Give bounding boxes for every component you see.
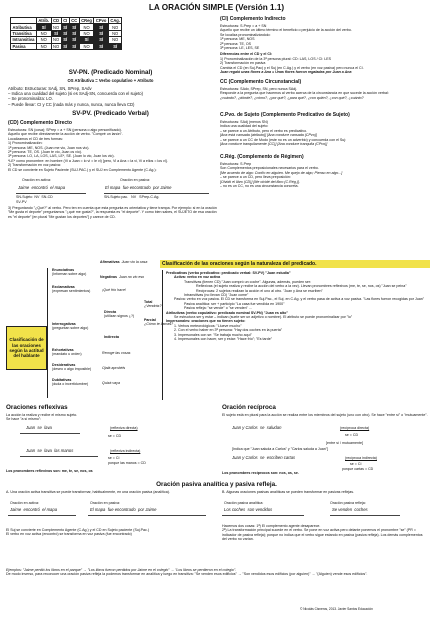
table-cell: NO [53,43,60,49]
ci-heading: (CI) Complemento Indirecto [220,16,286,22]
cd-line: 1ª persona: ME, NOS. (Juan me vio, Juan nos vio). [8,145,90,150]
reflexive-eq: se = CD [108,434,122,438]
attitude-item [52,285,90,294]
table-cell: SÍ [69,37,79,43]
table-header-cell: CC [71,18,78,24]
word: el [42,507,46,512]
option-label: Negativas [100,275,117,279]
svpn-line: – Puede llevar: CI y CC (nada más y nunca, nunca, nunca lleva CD) [8,101,135,107]
attitude-name: Exclamativas [52,285,75,289]
word: coches [231,507,246,512]
word: Jaime [145,507,157,512]
table-cell: NO [108,24,122,30]
table-cell: SÍ [61,43,69,49]
cd-line: Estructuras: SN (cosa); SPrep = a + SN (persona o algo personificado). [8,128,122,132]
reflexive-line: La acción la realiza y recibe el mismo sujeto. [6,413,78,417]
table-header-cell: CD [51,18,61,24]
page-title: LA ORACIÓN SIMPLE (Versión 1.1) [148,3,285,12]
reciprocal-example-2 [232,455,295,460]
cd-tags-right [104,195,159,199]
reciprocal-eq: se = CI [350,462,362,466]
option-label: Total [144,300,153,304]
cd-question-rule: 3) Preguntando "¿Qué?" al verbo. Pero ten en cuenta que esta pregunta es orientativa y tiene trampa. Por ejemplo: si en la oración "Me gusta el deporte" preguntamos "¿qué me gusta?", la respuesta es "el deporte". Y como bien sabes, el SUJETO de esa oración es "el deporte" [en plural "Me gustan los deportes"] y carece de CD. [8,206,217,219]
word: mapa [54,185,66,190]
table-cell: NO [36,43,51,49]
word: venden [338,507,353,512]
attitude-item [52,268,86,277]
nature-line: 4. Impersonales con hacer, ser y estar: "Hace frío"; "Es tarde" [174,337,272,342]
nature-line: Impersonales: oraciones que no tienen sujeto: [166,319,246,324]
cpvo-line: [Ana conduce tranquilamente (CC)] [Ana conduce tranquila (CPvo)] [220,142,328,147]
attitude-example: ¡Qué frío hace! [102,288,126,292]
table-row-label: Atributiva [11,24,37,30]
word: lava [44,425,52,430]
table-cell: SÍ [94,30,108,36]
passive-b-reflexive-example [332,507,368,512]
reciprocal-eq: se = CD [345,433,359,437]
table-header-cell: CPvo [95,18,107,24]
cd-tags-left [16,195,53,199]
tag: SN-Sujeto [16,195,33,199]
attitude-sub: (deseo o algo imposible) [52,367,92,372]
creg-line: Son Complementos preposicionales necesarios para el verbo. [220,166,319,171]
passive-a-passive-label: Oración en pasiva: [90,501,120,505]
attitude-example: Recoge las cosas [102,351,131,355]
word: mapa [46,507,58,512]
passive-a-line: El Suj se convierte en Complemento Agente (C.Ag.) y el CD en Sujeto paciente (Suj.Pac.) [6,528,150,532]
word: encontró [31,185,48,190]
table-cell: SÍ [61,37,69,43]
svpn-line: – Se pronominaliza: LO. [8,96,53,102]
table-cell: NO [36,37,51,43]
summary-table [10,17,122,50]
table-cell: NO [53,37,60,43]
attitude-name: Desiderativas [52,363,76,367]
table-cell: NO [79,24,94,30]
example-underline [88,515,206,516]
example-underline [330,515,400,516]
table-cell: NO [36,30,51,36]
word: El [90,507,94,512]
attitude-item [52,363,91,372]
word: Jaime [160,185,172,190]
ci-line: 1ª persona: ME, NOS [220,37,255,42]
tag: NV [131,195,137,199]
cd-line: El CD se convierte en Sujeto Paciente (SUJ.PAC.) y el SUJ en Complemento Agente (C.Ag.): [8,167,157,172]
reflexive-note: (reflexiva indirecta) [110,449,141,453]
creg-line: – no es un CC, no es una circunstancia concreta. [220,184,299,189]
cd-tag-svpv: SV-PV [16,200,27,204]
nature-line: Pasiva refleja: "se vende" o "se venden" ... [184,306,252,311]
creg-body [220,162,428,188]
passive-b-text: B. Algunas oraciones pasivas analíticas se pueden transformar en pasivas reflejas. [222,490,355,494]
word: por [138,507,145,512]
cd-example-active-label: Oración en activa: [22,178,51,182]
cd-line: Aquello que recibe directamente la acción de verbo. "Compré un lanón". [8,132,123,137]
word: saludan [266,425,282,430]
nature-line: Se estructura ser y estar – indican (suele ser un adjetivo o nombre). El atributo se puede pronominalizar por "lo" [174,315,353,320]
table-header-cell: Atrib. [38,18,50,24]
cd-line: 2) Transformación en voz pasiva: [8,163,61,168]
svpn-body [8,86,218,107]
reciprocal-note: [entre sí / mutuamente] [326,441,363,445]
creg-heading: C.Rég. (Complemento de Régimen) [220,154,304,160]
attitude-option [100,275,144,279]
nature-line: 1. Verbos meteorológicos: "Llueve mucho" [174,323,242,328]
tag: SN-Sujeto pac. [104,195,129,199]
creg-line: Estructuras: S.Prep [220,162,252,166]
word: Jaime [10,507,22,512]
word: coches [354,507,368,512]
tag: SPrep-C.Ag. [139,195,160,199]
reciprocal-note: (recíproca directa) [340,426,370,430]
table-cell: NO [79,30,94,36]
reciprocal-line: El sujeto está en plural para la acción se realiza entre los miembros del sujeto (uno con otro). Se hace "entre sí" o "mutuamente". [222,413,428,417]
word: mapa [109,185,121,190]
attitude-example: Ojalá aprobéis [102,366,126,370]
ci-diff-body [220,57,428,75]
ci-diff-heading: Diferencias entre el CD y el CI: [220,52,273,56]
reciprocal-footer: Los pronombres recíprocos son: nos, os, se. [222,471,299,475]
word: Juan [26,448,36,453]
word: el [50,185,54,190]
passive-b-line: Hacemos dos cosas: 1ª) El complemento agente desaparece. [222,524,321,528]
word: se [259,455,265,460]
passive-a-text: A. Una oración activa transitiva se puede transformar, habitualmente, en una oración pasiva (analítica). [6,490,171,494]
cd-body [8,128,218,172]
word: fue encontrado [107,507,136,512]
table-cell: SÍ [108,43,122,49]
svpn-line: Atributo: Estructuras: SAdj, SN, SPrep, SAdv [8,86,92,91]
word: mapa [94,507,106,512]
nature-line: Recíprocas: 2 sujetos realizan la acción el uno al otro. "Juan y Ana se escriben" [196,288,323,293]
nature-line: 3. Impersonales con se: "Se trabaja mucho aquí" [174,332,252,337]
word: cartas [283,455,296,460]
word: son [247,507,255,512]
attitude-option [144,300,161,309]
cd-example-underline [16,193,86,194]
cpvo-line: – se parece a un CC de Modo (este no es un adverbio) y concuerda con el Suj: [220,137,347,142]
svpn-subheading: OS Atributiva = Verbo copulativo + Atributo [67,78,154,83]
option-label: Parcial [144,318,156,322]
creg-line: – se parece a un CD, pero lleva preposición: [220,175,291,180]
ci-diff-line: 2) Transformación en pasiva [220,61,266,66]
word: Carlos [245,425,258,430]
attitude-name: Enunciativas [52,268,75,272]
table-cell: SÍ [79,37,94,43]
ci-diff-line: Cambia el CD (en Suj.Pac) y el Suj (en C.Ag.) y el verbo (en voz pasiva) pero nunca el CI. [220,65,364,70]
table-cell: SÍ [61,24,69,30]
word: por [153,185,160,190]
word: y [242,455,245,460]
option-label: Directa [104,310,117,314]
table-cell: SÍ [94,43,108,49]
attitude-sub: (expresan sentimientos) [52,289,91,294]
credit-text: © Nicolás Cisneros, 2013. Javier Santos Educación [300,607,373,611]
reflexive-note: (reflexiva directa) [110,426,138,430]
reciprocal-note: porque cartas = CD [342,467,374,471]
word: lava [44,448,52,453]
cd-line: Localizamos el CD de tres formas: [8,136,63,141]
cpvo-line: [Ana está cansada (atributo)] [Ana conduce cansada (CPvo)] [220,133,317,138]
table-cell: SÍ [94,24,108,30]
table-cell: SÍ [69,30,79,36]
cc-body [220,87,428,100]
cc-heading: CC (Complemento Circunstancial) [220,79,302,85]
passive-a-passive-example [90,507,156,512]
attitude-sub: (mandato u orden) [52,352,82,357]
table-row [11,43,122,49]
table-cell: NO [53,24,60,30]
word: las manos [54,448,74,453]
ci-line: Aquello que recibe un último término el beneficio o perjuicio de la acción del verbo. [220,28,352,33]
example-underline [20,456,98,457]
nature-line: 2. Con el verbo haber en 3ª persona: "Hay dos coches en la puerta" [174,328,282,333]
reflexive-note: porque las manos = CD [108,461,146,465]
ci-diff-line: Juan regaló unas flores a Ana = Unas flores fueron regaladas por Juan a Ana [220,70,352,75]
table-cell: SÍ [69,24,79,30]
tag: NV [34,195,40,199]
table-cell: SÍ [36,24,51,30]
word: El [105,185,109,190]
svpn-heading: SV-PN. (Predicado Nominal) [68,69,153,76]
table-row-label: Pasiva [11,43,37,49]
cc-line: Estructuras: SAdv, SPrep, SN, pero nunca SAdj. [220,87,298,91]
ci-line: 3ª persona: LE, LES, SE [220,46,260,51]
cpvo-line: Indica una cualidad del sujeto: [220,124,269,129]
word: se [37,425,42,430]
table-cell: SÍ [51,30,61,36]
attitude-name: Interrogativas [52,322,76,326]
ci-line: Se localiza pronominalizándolo: [220,32,271,37]
word: Se [332,507,338,512]
nature-line: Reflexivas (el sujeto realiza y recibe la acción del verbo a la vez). Llevan pronombres reflexivos (me, te, se, nos, os) "Juan se peina" [196,284,407,289]
cpvo-line: – se parece a un Atributo, pero el verbo es predicativo. [220,128,308,133]
cd-example-underline [104,193,209,194]
table-cell: SÍ [94,37,108,43]
word: Los [224,507,231,512]
reciprocal-note: (recíproca indirecta) [345,456,377,460]
attitude-option [100,260,147,264]
word: Juan [26,425,36,430]
passive-b-analytic-label: Oración pasiva analítica: [224,501,264,505]
passive-example-line: Ejemplos: "Jaime perdió los libros en el parque" → "Los libros fueron perdidos por Jaime en el colegio" → "Los libros se perdieron en el colegio". [6,568,237,572]
attitude-sub: (duda o incertidumbre) [52,382,89,387]
passive-a-footer [6,528,214,537]
reciprocal-example-1 [232,425,281,430]
attitude-option-indirect: Indirecta [104,335,119,339]
attitude-bracket [47,268,48,398]
passive-a-active-label: Oración en activa: [10,501,39,505]
word: escriben [266,455,283,460]
table-cell: NO [79,43,94,49]
svpv-heading: SV-PV. (Predicado Verbal) [72,110,149,117]
word: y [242,425,245,430]
attitude-option [104,310,134,319]
table-cell: SÍ [61,30,69,36]
reciprocal-note: [Indica que "Juan saluda a Carlos" y "Carlos saluda a Juan"] [232,447,328,451]
nature-line: Pasiva analítica: ser + participio "La casa fue vendida en 1900" [184,301,285,306]
nature-body [166,271,428,342]
reflexive-eq: se = CI [108,456,120,460]
passive-b-reflexive-label: Oración pasiva refleja: [330,501,366,505]
tag: SN-CD [41,195,53,199]
attitude-item [52,348,82,357]
attitude-sub: (preguntan sobre algo) [52,326,89,331]
passive-b-footer [222,524,428,542]
attitude-example: Quizá vaya [102,381,120,385]
example-underline [8,515,76,516]
word: Juan [232,425,242,430]
svpn-line: – Indica una cualidad del sujeto (si es SAdj-SN, concuerda con el sujeto) [8,91,144,97]
ci-diff-line: 1) Pronominalización de la 3ª persona plural: CD: LAS, LOS / CI: LES [220,57,331,61]
example-underline [222,515,304,516]
reflexive-example-2 [26,448,73,453]
table-cell: SÍ [69,43,79,49]
creg-line: [Me acuerdo de algo: Confío en alguien. Me quejo de algo; Pienso en algo...] [220,170,343,175]
word: vendidos [255,507,273,512]
option-sub: (utilizan signos ¿?) [104,314,135,319]
nature-bracket [162,270,163,400]
creg-line: [Olvidó el libro (CD)] [Me olvidé del libro (C.Rég.)]. [220,179,300,184]
word: fue encontrado [122,185,151,190]
example-underline [20,433,80,434]
attitude-classification-label: Clasificación de las oraciones según la actitud del hablante [6,326,47,370]
option-example: ¿Cómo te llamas? [144,322,174,327]
table-header-cell: CI [63,18,68,24]
cpvo-body [220,120,428,146]
reflexive-body [6,413,211,422]
option-label: Afirmativas [100,260,120,264]
attitude-name: Dubitativas [52,378,72,382]
cd-line: 2ª persona: TE, OS. (Juan te vio, Juan os vio). [8,150,82,155]
cc-line: Responde a la pregunta que hacemos al verbo acerca de la circunstancia en que sucede la acción verbal: [220,91,389,96]
cc-line: ¿cuándo?, ¿dónde?, ¿cómo?, ¿por qué?, ¿para qué?, ¿con quién?, ¿con qué?, ¿cuánto? [220,95,364,100]
passive-heading: Oración pasiva analítica y pasiva refleja. [156,481,277,488]
cpvo-heading: C.Pvo. de Sujeto (Complemento Predicativo de Sujeto) [220,112,350,118]
reflexive-footer: Los pronombres reflexivos son: me, te, se, nos, os [6,469,93,473]
table-row-label: Intransitiva [12,37,35,43]
passive-b-line: 2ª) La transformación principal sucede en el verbo. Se pone en voz activa pero delante ponemos el pronombre "se" (PR = indicador de pasiva refleja); porque no indica que el verbo sigue estando en pasiva (pasiva refleja). Los demás complementos del verbo no varían. [222,528,423,542]
word: Jaime [18,185,30,190]
passive-a-line: El verbo en voz activa (encontró) se transforma en voz pasiva (fue encontrado) [6,532,132,537]
ci-line: 2ª persona: TE, OS [220,41,252,46]
cd-heading: (CD) Complemento Directo [8,120,72,126]
cd-line: 3ª persona: LO, LA, LOS, LAS, LE*, SE. (Juan lo vio, Juan los vio). [8,154,115,159]
passive-a-active-example [10,507,57,512]
attitude-sub: (Informan sobre algo) [52,272,87,277]
cd-example-passive [105,185,171,190]
word: Juan [232,455,242,460]
attitude-item [52,378,88,387]
reflexive-heading: Oraciones reflexivas [6,404,68,411]
nature-line: Atributivas (verbo copulativo: predicado nominal SV-PN) "Juan es alto" [166,310,289,315]
word: se [259,425,265,430]
option-example: ¿Vendrás? [144,304,162,309]
table-header-cell: CAg. [110,18,120,24]
nature-line: Predicativas (verbo predicativo: predicado verbal: SV-PV) "Juan estudia" [166,271,291,275]
option-example: Juan vio la casa [121,260,148,264]
nature-line: Transitivas (tienen CD) "Juan compró un coche". Algunas, además, pueden ser: [184,279,312,284]
table-cell: NO [108,37,122,43]
cpvo-line: Estructuras: SAdj (menos SN) [220,120,268,124]
passive-example-line: De modo inverso, para reconocer una oración pasiva refleja la podemos transformar en analítica y luego en transitiva: "Se venden esos edificios" → "Son vendidos esos edificios (por alguien)" → "(Alguien) vende esos edificios". [6,572,368,577]
attitude-item [52,322,88,331]
cd-example-passive-label: Oración en pasiva: [120,178,150,182]
option-example: Juan no vio eso [118,275,145,279]
table-row-label: Transitiva [11,30,37,36]
nature-line: Pasiva: verbo en voz pasiva. El CD se transforma en Suj.Pac., el Suj. en C.Ag. y el verbo pasa de activa a voz pasiva. "Las flores fueron recogidas por Juan" [174,297,425,302]
word: Carlos [245,455,258,460]
table-cell: NO [108,30,122,36]
passive-b-analytic-example [224,507,272,512]
cd-line: *LE* como pronombre: en hombre (Vi a Juan = lo vi = le vi) [pero, Vi a Ana = la vi, Vi a ellos = los vi]. [8,158,168,163]
reflexive-example-1 [26,425,52,430]
word: encontró [23,507,40,512]
ci-body [220,24,428,50]
nature-heading: Clasificación de las oraciones según la naturaleza del predicado. [160,260,430,268]
cd-line: 1) Pronominalización: [8,141,43,146]
nature-line: Activa: verbo en voz activa [174,275,221,280]
cd-example-active [18,185,65,190]
ci-line: Estructuras: S.Prep = a + SN [220,24,267,28]
nature-line: Intransitivas (no llevan CD) "Juan come" [184,293,249,298]
passive-examples [6,568,428,577]
reciprocal-heading: Oración recíproca [222,404,276,411]
reflexive-line: Se hace "a sí mismo": [6,417,42,422]
word: se [37,448,42,453]
attitude-name: Exhortativas [52,348,74,352]
table-header-cell: CReg [81,18,92,24]
